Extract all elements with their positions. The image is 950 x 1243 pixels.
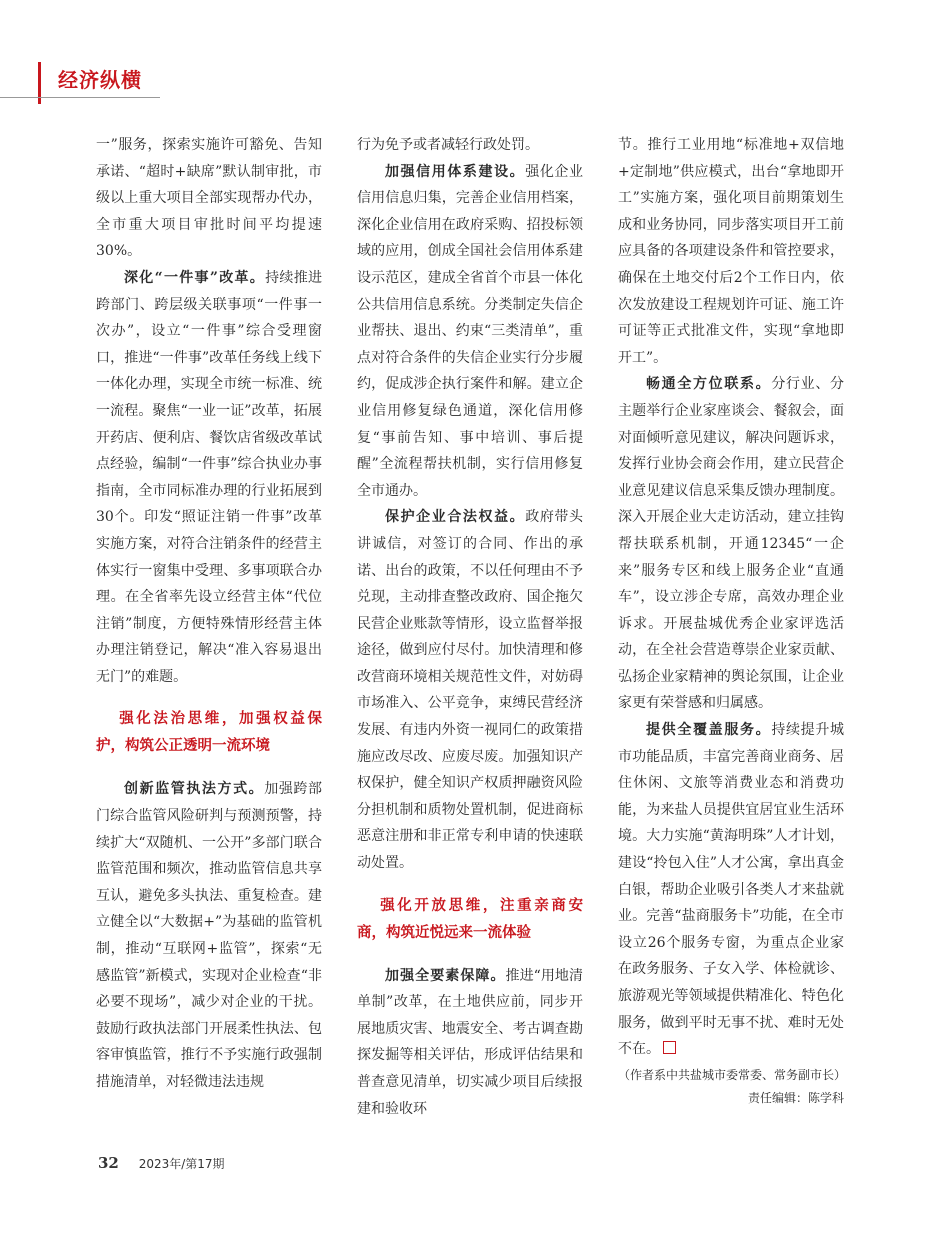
paragraph — [618, 717, 844, 1063]
author-byline: （作者系中共盐城市委常委、常务副市长） — [618, 1067, 847, 1082]
paragraph-body: 持续提升城市功能品质，丰富完善商业商务、居住休闲、文旅等消费业态和消费功能，为来盐人员提供宜居宜业生活环境。大力实施“黄海明珠”人才计划，建设“拎包入住”人才公寓，拿出真金白银，帮助企业吸引各类人才来盐就业。完善“盐商服务卡”功能，在全市设立26个服务专窗，为重点企业家在政务服务、子女入学、体检就诊、旅游观光等领域提供精准化、特色化服务，做到平时无事不扰、难时无处不在。 — [618, 722, 845, 1058]
paragraph-body: 分行业、分主题举行企业家座谈会、餐叙会，面对面倾听意见建议，解决问题诉求，发挥行业协会商会作用，建立民营企业意见建议信息采集反馈办理制度。深入开展企业大走访活动，建立挂钩帮扶联系机制，开通12345“一企来”服务专区和线上服务企业“直通车”，设立涉企专席，高效办理企业诉求。开展盐城优秀企业家评选活动，在全社会营造尊崇企业家贡献、弘扬企业家精神的舆论氛围，让企业家更有荣誉感和归属感。 — [618, 376, 845, 712]
paragraph: 行为免予或者减轻行政处罚。 — [357, 137, 539, 153]
page-footer — [98, 1154, 225, 1172]
paragraph-body: 加强跨部门综合监管风险研判与预测预警，持续扩大“双随机、一公开”多部门联合监管范围和频次，推动监管信息共享互认，避免多头执法、重复检查。建立健全以“大数据+”为基础的监管机制，推动“互联网+监管”，探索“无感监管”新模式，实现对企业检查“非必要不现场”，减少对企业的干扰。鼓励行政执法部门开展柔性执法、包容审慎监管，推行不予实施行政强制措施清单，对轻微违法违规 — [96, 781, 322, 1090]
paragraph: 一”服务，探索实施许可豁免、告知承诺、“超时+缺席”默认制审批，市级以上重大项目全部实现帮办代办，全市重大项目审批时间平均提速30%。 — [96, 137, 322, 260]
section-heading: 强化法治思维，加强权益保护，构筑公正透明一流环境 — [96, 711, 322, 755]
paragraph-lead: 深化“一件事”改革。 — [124, 269, 266, 286]
section-heading: 强化开放思维，注重亲商安商，构筑近悦远来一流体验 — [357, 897, 583, 941]
paragraph-body: 强化企业信用信息归集，完善企业信用档案，深化企业信用在政府采购、招投标领域的应用，创成全国社会信用体系建设示范区，建成全省首个市县一体化公共信用信息系统。分类制定失信企业帮扶、退出、约束“三类清单”，重点对符合条件的失信企业实行分步履约，促成涉企执行案件和解。建立企业信用修复绿色通道，深化信用修复“事前告知、事中培训、事后提醒”全流程帮扶机制，实行信用修复全市通办。 — [357, 163, 583, 499]
paragraph-body: 持续推进跨部门、跨层级关联事项“一件事一次办”，设立“一件事”综合受理窗口，推进“一件事”改革任务线上线下一体化办理，实现全市统一标准、统一流程。聚焦“一业一证”改革，拓展开药店、便利店、餐饮店省级改革试点经验，编制“一件事”综合执业办事指南，全市同标准办理的行业拓展到30个。印发“照证注销一件事”改革实施方案，对符合注销条件的经营主体实行一窗集中受理、多事项联合办理。在全省率先设立经营主体“代位注销”制度，方便特殊情形经营主体办理注销登记，解决“准入容易退出无门”的难题。 — [96, 269, 323, 685]
paragraph — [357, 159, 583, 505]
paragraph-lead: 创新监管执法方式。 — [124, 781, 265, 798]
paragraph — [357, 504, 583, 876]
column-3 — [618, 132, 847, 1109]
page-number: 32 — [98, 1154, 119, 1172]
paragraph — [96, 265, 322, 691]
paragraph-lead: 加强全要素保障。 — [385, 967, 506, 984]
header-rule — [0, 97, 160, 98]
paragraph — [96, 776, 322, 1095]
paragraph-body: 政府带头讲诚信，对签订的合同、作出的承诺、出台的政策，不以任何理由不予兑现，主动排查整改政府、国企拖欠民营企业账款等情形，设立监督举报途径，做到应付尽付。加快清理和修改营商环境相关规范性文件，对妨碍市场准入、公平竞争，束缚民营经济发展、有违内外资一视同仁的政策措施应改尽改、应废尽废。加强知识产权保护，健全知识产权质押融资风险分担机制和质物处置机制，促进商标恶意注册和非正常专利申请的快速联动处置。 — [357, 509, 583, 872]
paragraph-body: 推进“用地清单制”改革，在土地供应前，同步开展地质灾害、地震安全、考古调查勘探发掘等相关评估，形成评估结果和普查意见清单，切实减少项目后续报建和验收环 — [357, 967, 583, 1117]
column-2 — [357, 132, 583, 1122]
responsible-editor: 责任编辑：陈学科 — [747, 1090, 844, 1105]
column-1 — [96, 132, 322, 1096]
paragraph-lead: 加强信用体系建设。 — [385, 163, 526, 180]
paragraph-lead: 提供全覆盖服务。 — [646, 722, 772, 739]
paragraph-lead: 畅通全方位联系。 — [646, 376, 772, 393]
issue-info: 2023年/第17期 — [138, 1157, 225, 1171]
paragraph — [357, 963, 583, 1123]
section-title: 经济纵横 — [58, 68, 142, 92]
end-mark-icon — [663, 1041, 676, 1054]
paragraph-lead: 保护企业合法权益。 — [385, 509, 526, 526]
editor-line — [618, 1087, 844, 1109]
paragraph — [618, 371, 844, 717]
paragraph: 节。推行工业用地“标准地+双信地+定制地”供应模式，出台“拿地即开工”实施方案，强化项目前期策划生成和业务协同，同步落实项目开工前应具备的各项建设条件和管控要求，确保在土地交付后2个工作日内，依次发放建设工程规划许可证、施工许可证等正式批准文件，实现“拿地即开工”。 — [618, 137, 844, 366]
